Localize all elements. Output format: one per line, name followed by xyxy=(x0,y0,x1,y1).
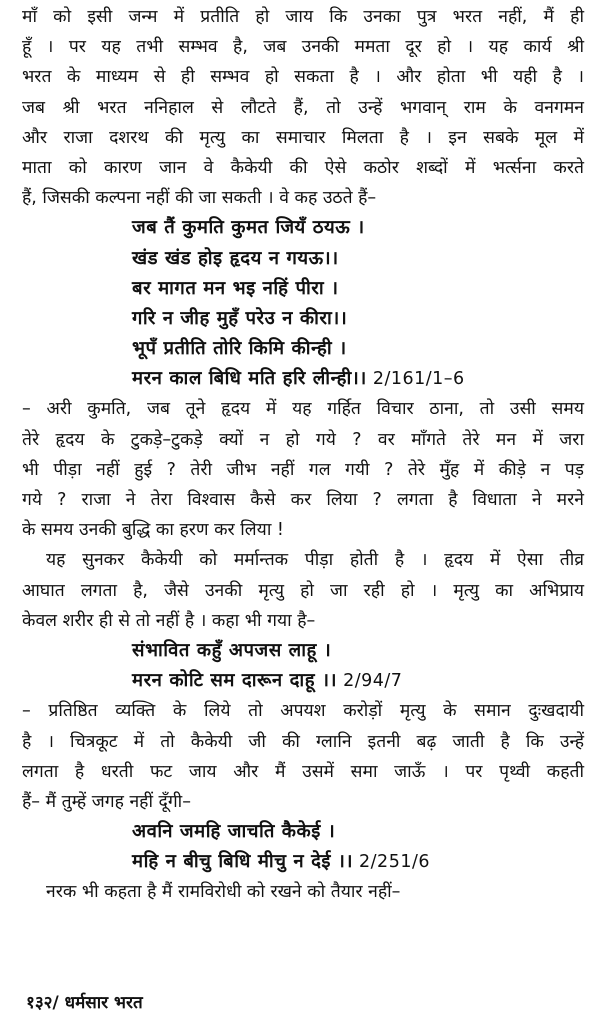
verse-text: संभावित कहुँ अपजस लाहू । xyxy=(132,639,332,661)
verse-text: महि न बीचु बिधि मीचु न देई ।। xyxy=(132,851,353,873)
verse-reference: 2/94/7 xyxy=(337,671,403,692)
verse-line xyxy=(22,364,584,394)
verse-text: खंड खंड होइ हृदय न गयऊ।। xyxy=(132,247,339,269)
prose-line: माँ को इसी जन्म में प्रतीति हो जाय कि उनका पुत्र भरत नहीं, मैं ही xyxy=(22,7,584,27)
prose-line: और राजा दशरथ की मृत्यु का समाचार मिलता है । इन सबके मूल में xyxy=(22,127,584,148)
prose-line: गये ? राजा ने तेरा विश्वास कैसे कर लिया ? लगता है विधाता ने मरने xyxy=(22,490,584,510)
verse-text: जब तैं कुमति कुमत जियँ ठयऊ । xyxy=(132,217,365,239)
verse-line xyxy=(22,666,584,696)
prose-line: जब श्री भरत ननिहाल से लौटते हैं, तो उन्हें भगवान् राम के वनगमन xyxy=(22,97,584,118)
prose-line: यह सुनकर कैकेयी को मर्मान्तक पीड़ा होती है । हृदय में ऐसा तीव्र xyxy=(46,550,584,571)
prose-line: है । चित्रकूट में तो कैकेयी जी की ग्लानि इतनी बढ़ जाती है कि उन्हें xyxy=(22,731,584,752)
verse-line xyxy=(22,274,584,304)
verse-line xyxy=(22,817,584,847)
verse-reference: 2/161/1–6 xyxy=(366,369,465,390)
verse-reference: 2/251/6 xyxy=(352,852,430,873)
verse-text: मरन काल बिधि मति हरि लीन्ही।। xyxy=(132,368,367,390)
prose-line: भरत के माध्यम से ही सम्भव हो सकता है । और होता भी यही है । xyxy=(22,67,584,88)
prose-line: हैं– मैं तुम्हें जगह नहीं दूँगी– xyxy=(22,791,191,812)
verse-line xyxy=(22,244,584,274)
prose-line: आघात लगता है, जैसे उनकी मृत्यु हो जा रही हो । मृत्यु का अभिप्राय xyxy=(22,580,584,601)
page-footer: १३२/ धर्मसार भरत xyxy=(26,993,143,1013)
prose-line: – अरी कुमति, जब तूने हृदय में यह गर्हित विचार ठाना, तो उसी समय xyxy=(22,399,584,420)
page-body xyxy=(22,2,584,908)
verse-line xyxy=(22,304,584,334)
prose-line: माता को कारण जान वे कैकेयी की ऐसे कठोर शब्दों में भर्त्सना करते xyxy=(22,157,584,178)
prose-line: हैं, जिसकी कल्पना नहीं की जा सकती । वे कह उठते हैं– xyxy=(22,188,377,209)
verse-line xyxy=(22,213,584,243)
prose-line: – प्रतिष्ठित व्यक्ति के लिये तो अपयश करोड़ों मृत्यु के समान दुःखदायी xyxy=(22,701,584,722)
prose-line: हूँ । पर यह तभी सम्भव है, जब उनकी ममता दूर हो । यह कार्य श्री xyxy=(22,37,584,58)
prose-line: के समय उनकी बुद्धि का हरण कर लिया ! xyxy=(22,520,284,541)
prose-line: तेरे हृदय के टुकड़े–टुकड़े क्यों न हो गये ? वर माँगते तेरे मन में जरा xyxy=(22,429,584,450)
verse-line xyxy=(22,334,584,364)
prose-line: नरक भी कहता है मैं रामविरोधी को रखने को तैयार नहीं– xyxy=(46,882,401,903)
verse-text: गरि न जीह मुहँ परेउ न कीरा।। xyxy=(132,307,348,329)
verse-text: बर मागत मन भइ नहिं पीरा । xyxy=(132,277,339,299)
verse-line xyxy=(22,636,584,666)
verse-line xyxy=(22,847,584,877)
prose-line: भी पीड़ा नहीं हुई ? तेरी जीभ नहीं गल गयी ? तेरे मुँह में कीड़े न पड़ xyxy=(22,459,584,480)
verse-text: मरन कोटि सम दारून दाहू ।। xyxy=(132,670,338,692)
prose-line: लगता है धरती फट जाय और मैं उसमें समा जाऊँ । पर पृथ्वी कहती xyxy=(22,761,584,782)
verse-text: भूपँ प्रतीति तोरि किमि कीन्ही । xyxy=(132,338,347,360)
prose-line: केवल शरीर ही से तो नहीं है । कहा भी गया है– xyxy=(22,610,316,631)
verse-text: अवनि जमहि जाचति कैकेई । xyxy=(132,821,336,843)
